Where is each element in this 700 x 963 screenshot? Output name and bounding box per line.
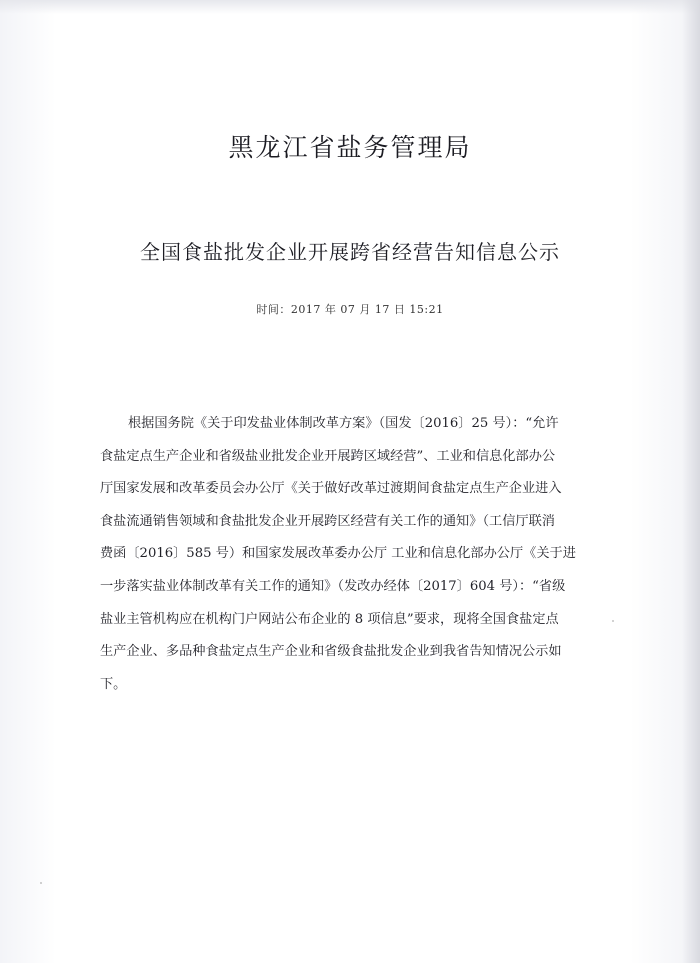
body-line: 盐业主管机构应在机构门户网站公布企业的 8 项信息”要求，现将全国食盐定点 xyxy=(100,611,559,627)
scan-shadow-top xyxy=(0,0,700,14)
body-line: 食盐定点生产企业和省级盐业批发企业开展跨区域经营”、工业和信息化部办公 xyxy=(100,448,556,464)
body-line: 根据国务院《关于印发盐业体制改革方案》（国发〔2016〕25 号）：“允许 xyxy=(128,416,559,431)
scan-speck xyxy=(40,882,42,884)
body-line: 厅国家发展和改革委员会办公厅《关于做好改革过渡期间食盐定点生产企业进入 xyxy=(100,481,562,497)
scan-speck xyxy=(612,620,614,622)
publish-time: 时间：2017 年 07 月 17 日 15:21 xyxy=(256,303,444,316)
body-line: 下。 xyxy=(100,676,127,692)
organization-title: 黑龙江省盐务管理局 xyxy=(228,133,472,162)
body-paragraph xyxy=(100,408,584,701)
body-line: 食盐流通销售领域和食盐批发企业开展跨区经营有关工作的通知》（工信厅联消 xyxy=(100,513,555,529)
document-title: 全国食盐批发企业开展跨省经营告知信息公示 xyxy=(140,240,560,264)
body-line: 一步落实盐业体制改革有关工作的通知》（发改办经体〔2017〕604 号）：“省级 xyxy=(100,578,566,594)
body-line: 生产企业、多品种食盐定点生产企业和省级食盐批发企业到我省告知情况公示如 xyxy=(100,644,562,660)
body-line: 费函〔2016〕585 号）和国家发展改革委办公厅 工业和信息化部办公厅《关于进 xyxy=(100,546,576,562)
